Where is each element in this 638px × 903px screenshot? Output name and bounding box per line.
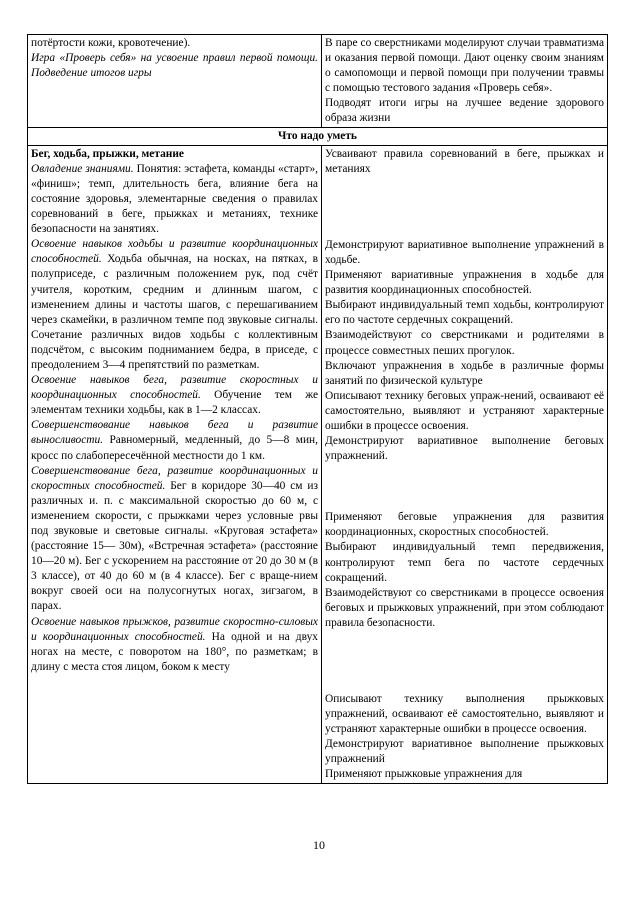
paragraph: потёртости кожи, кровотечение). <box>31 37 191 49</box>
paragraph: Включают упражнения в ходьбе в различные формы занятий по физической культуре <box>325 359 604 387</box>
spacer <box>325 464 604 510</box>
section-title: Бег, ходьба, прыжки, метание <box>31 147 184 160</box>
topic-text: Обучение тем же элементам техники ходьбы, как в 1—2 классах. <box>31 389 319 417</box>
topic-title: Освоение навыков прыжков, развитие скоростно-силовых и координационных способностей. <box>31 615 318 643</box>
topic-text: Ходьба обычная, на носках, на пятках, в полуприседе, с различным положением рук, под счёт учителя, коротким, средним и длинным шагом, с изменением длины и частоты шагов, с перешагиванием через скамейки, в различном темпе под звуковые сигналы. Сочетание различных видов ходьбы с коллективным подсчётом, с высоким подниманием бедра, в приседе, с преодолением 3—4 препятствий по разметкам. <box>31 253 318 371</box>
topic-title: Овладение знаниями. <box>31 162 134 175</box>
paragraph: Выбирают индивидуальный темп передвижения, контролируют темп бега по частоте сердечных сокращений. <box>325 541 604 584</box>
section-header: Что надо уметь <box>28 127 608 145</box>
spacer <box>325 631 604 692</box>
topic-title: Совершенствование навыков бега и развитие выносливости. <box>31 419 318 447</box>
topic-text: Равномерный, медленный, до 5—8 мин, кросс по слабопересечённой местности до 1 км. <box>31 434 318 462</box>
paragraph: Описывают технику беговых упраж-нений, осваивают её самостоятельно, выявляют и устраняют характерные ошибки в процессе освоения. <box>325 389 604 432</box>
topic-title: Освоение навыков ходьбы и развитие координационных способностей. <box>31 238 318 266</box>
topic-title: Освоение навыков бега, развитие скоростных и координационных способностей. <box>31 374 318 402</box>
paragraph: Усваивают правила соревнований в беге, прыжках и метаниях <box>325 147 604 175</box>
table-row <box>28 35 608 128</box>
section-header-row <box>28 127 608 145</box>
document-page <box>27 34 607 784</box>
paragraph: В паре со сверстниками моделируют случаи травматизма и оказания первой помощи. Дают оценку своим знаниям о самопомощи и первой помощи при получении травмы с помощью тестового задания «Проверь себя». <box>325 37 604 95</box>
content-cell <box>28 35 322 128</box>
paragraph <box>31 418 318 463</box>
paragraph <box>31 373 318 418</box>
paragraph: Взаимодействуют со сверстниками и родителями в процессе совместных пеших прогулок. <box>325 329 604 357</box>
spacer <box>325 177 604 238</box>
activity-cell <box>322 35 608 128</box>
paragraph: Демонстрируют вариативное выполнение упражнений в ходьбе. <box>325 238 604 266</box>
paragraph <box>31 162 318 237</box>
paragraph <box>31 464 318 615</box>
page-number: 10 <box>313 838 325 852</box>
paragraph: Демонстрируют вариативное выполнение беговых упражнений. <box>325 435 604 463</box>
paragraph: Игра «Проверь себя» на усвоение правил первой помощи. Подведение итогов игры <box>31 52 318 80</box>
paragraph <box>31 615 318 675</box>
curriculum-table <box>27 34 608 784</box>
activity-cell <box>322 145 608 783</box>
content-cell <box>28 145 322 783</box>
paragraph: Применяют беговые упражнения для развития координационных, скоростных способностей. <box>325 511 604 539</box>
paragraph: Демонстрируют вариативное выполнение прыжковых упражнений <box>325 738 604 766</box>
paragraph <box>31 237 318 373</box>
paragraph: Взаимодействуют со сверстниками в процессе освоения беговых и прыжковых упражнений, при этом соблюдают правила безопасности. <box>325 586 604 629</box>
topic-title: Совершенствование бега, развитие координационных и скоростных способностей. <box>31 464 318 492</box>
paragraph: Описывают технику выполнения прыжковых упражнений, осваивают её самостоятельно, выявляют и устраняют характерные ошибки в процессе освоения. <box>325 693 604 736</box>
paragraph: Применяют прыжковые упражнения для <box>325 768 523 781</box>
topic-text: Бег в коридоре 30—40 см из различных и. п. с максимальной скоростью до 60 м, с изменением скорости, с прыжками через условные рвы под звуковые и световые сигналы. «Круговая эстафета» (расстояние 15— 30м), «Встречная эстафета» (расстояние 10—20 м). Бег с ускорением на расстояние от 20 до 30 м (в 3 классе), от 40 до 60 м (в 4 классе). Бег с враще-нием вокруг своей оси на полусогнутых ногах, зигзагом, в парах. <box>31 479 318 613</box>
paragraph: Применяют вариативные упражнения в ходьбе для развития координационных способностей. <box>325 269 604 297</box>
paragraph: Выбирают индивидуальный темп ходьбы, контролируют его по частоте сердечных сокращений. <box>325 299 604 327</box>
table-row <box>28 145 608 783</box>
topic-text: Понятия: эстафета, команды «старт», «финиш»; темп, длительность бега, влияние бега на состояние здоровья, элементарные сведения о правилах соревнований в беге, прыжках и метаниях, технике безопасности на занятиях. <box>31 162 319 236</box>
paragraph: Подводят итоги игры на лучшее ведение здорового образа жизни <box>325 97 604 125</box>
topic-text: На одной и на двух ногах на месте, с поворотом на 180°, по разметкам; в длину с места стоя лицом, боком к месту <box>31 630 318 673</box>
